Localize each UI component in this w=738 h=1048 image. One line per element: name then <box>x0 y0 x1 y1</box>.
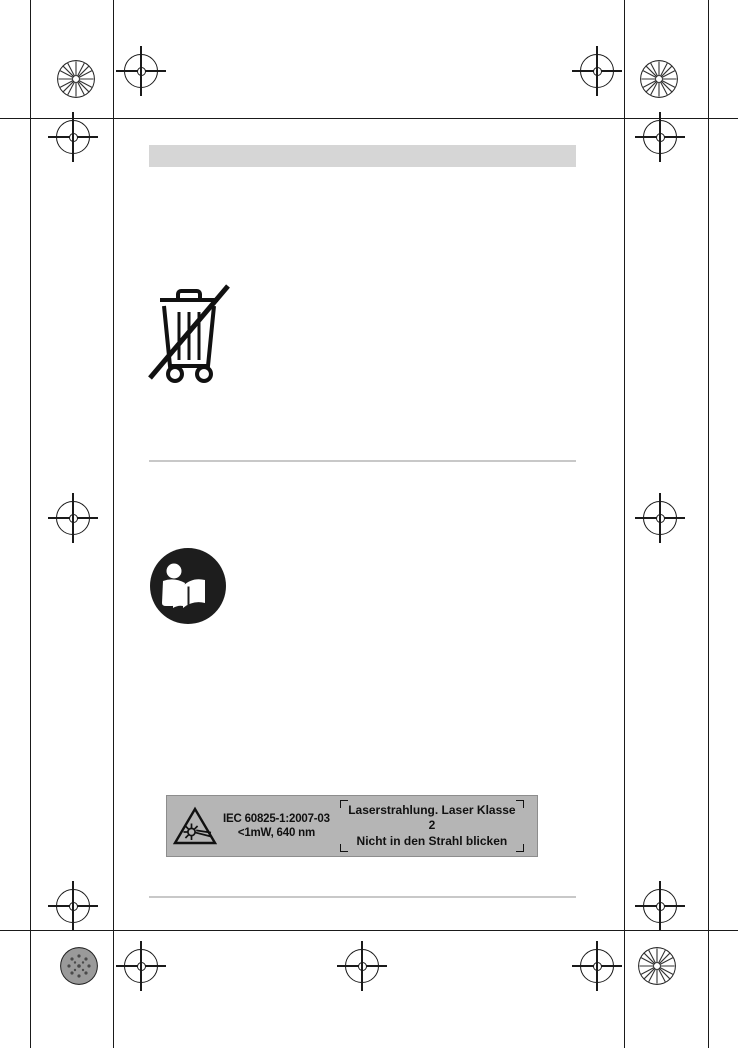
laser-warning-text <box>340 800 524 853</box>
corner-bracket-icon <box>340 844 348 852</box>
crossed-out-wheelie-bin-icon <box>146 278 232 388</box>
laser-standard-text <box>223 812 330 841</box>
corner-bracket-icon <box>516 800 524 808</box>
laser-warning-line2: Nicht in den Strahl blicken <box>356 833 508 848</box>
laser-standard-line2: <1mW, 640 nm <box>237 827 315 839</box>
laser-standard-line1: IEC 60825-1:2007-03 <box>223 812 330 825</box>
section-divider-rule <box>149 460 576 462</box>
laser-radiation-warning-triangle-icon <box>173 806 217 846</box>
section-divider-rule <box>149 896 576 898</box>
section-header-band <box>149 145 576 167</box>
corner-bracket-icon <box>516 844 524 852</box>
read-instructions-icon <box>150 548 226 624</box>
laser-warning-label <box>166 795 538 857</box>
corner-bracket-icon <box>340 800 348 808</box>
laser-warning-line1: Laserstrahlung. Laser Klasse 2 <box>348 802 516 833</box>
